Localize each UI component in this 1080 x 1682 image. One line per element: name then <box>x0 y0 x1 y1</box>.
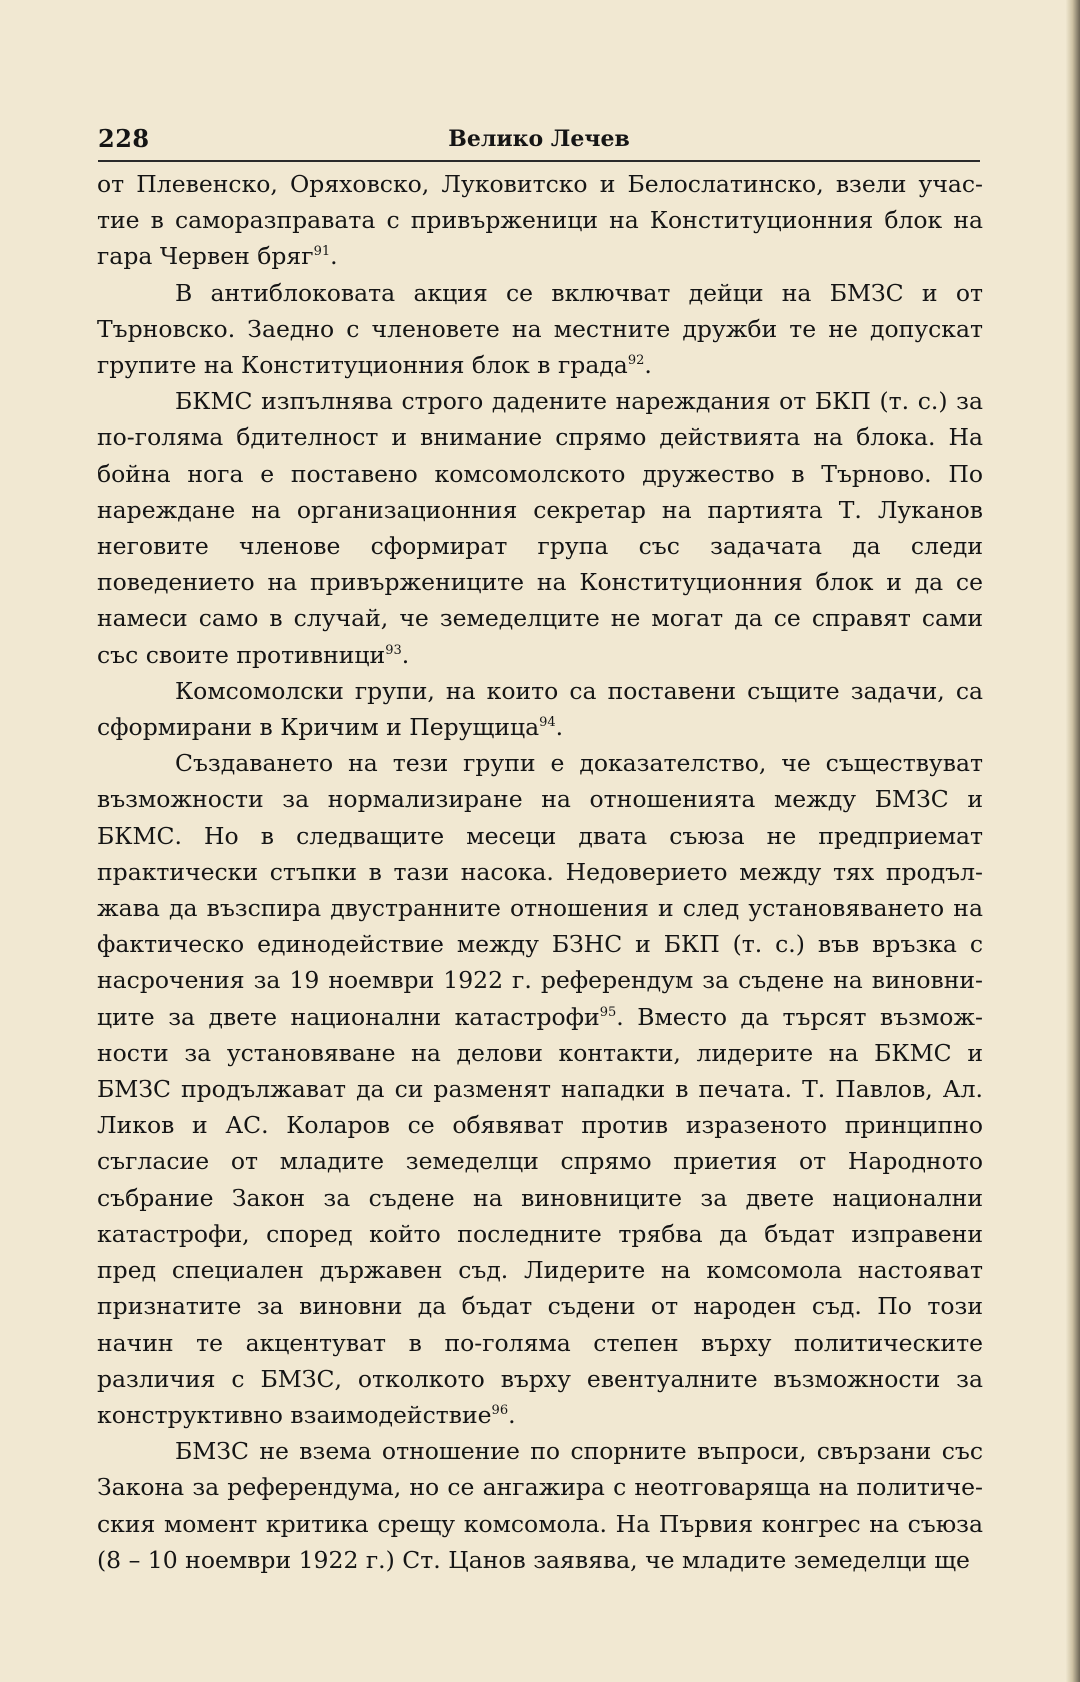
footnote-ref-93: 93 <box>385 642 402 658</box>
paragraph-3 <box>97 383 983 673</box>
paragraph-text: БМЗС не взема отношение по спорните въпроси, свързани със Закона за референдума, но се ангажира с неотговаряща на политическия момент критика срещу комсомола. На Първия конгрес на съюза (8 – 10 ноември 1922 г.) Ст. Цанов заявява, че младите земеделци ще <box>97 1437 983 1574</box>
paragraph-text: Създаването на тези групи е доказателство, че съществуват възможности за нормализиране на отношенията между БМЗС и БКМС. Но в следващите месеци двата съюза не предприемат практически стъпки в тази насока. Недоверието между тях продължава да възспира двустранните отношения и след установяването на фактическо единодействие между БЗНС и БКП (т. с.) във връзка с насрочения за 19 ноември 1922 г. референдум за съдене на виновниците за двете национални катастрофи <box>97 749 983 1031</box>
paragraph-6 <box>97 1433 983 1578</box>
paragraph-2 <box>97 275 983 384</box>
paragraph-4 <box>97 673 983 745</box>
paragraph-end: . <box>555 713 564 742</box>
footnote-ref-94: 94 <box>539 715 556 731</box>
paragraph-end: . <box>330 242 338 271</box>
footnote-ref-92: 92 <box>627 353 645 369</box>
paragraph-end: . Вместо да търсят възможности за установяване на делови контакти, лидерите на БКМС и БМЗС продължават да си разменят нападки в печата. Т. Павлов, Ал. Ликов и АС. Коларов се обявяват против изразеното принципно съгласие от младите земеделци спрямо приетия от Народното събрание Закон за съдене на виновниците за двете национални катастрофи, според който последните трябва да бъдат изправени пред специален държавен съд. Лидерите на комсомола настояват признатите за виновни да бъдат съдени от народен съд. По този начин те акцентуват в по-голяма степен върху политическите различия с БМЗС, отколкото върху евентуалните възможности за конструктивно взаимодействие <box>97 1002 983 1429</box>
paragraph-5 <box>97 745 983 1433</box>
page-header <box>98 122 980 162</box>
page-number: 228 <box>98 124 150 153</box>
footnote-ref-95: 95 <box>599 1004 617 1020</box>
paragraph-text: БКМС изпълнява строго дадените нареждания от БКП (т. с.) за по-голяма бдителност и внимание спрямо действията на блока. На бойна нога е поставено комсомолското дружество в Търново. По нареждане на организационния секретар на партията Т. Луканов неговите членове сформират група със задачата да следи поведението на привържениците на Конституционния блок и да се намеси само в случай, че земеделците не могат да се справят сами със своите противници <box>97 387 983 669</box>
footnote-ref-91: 91 <box>313 244 331 260</box>
paragraph-text: Комсомолски групи, на които са поставени същите задачи, са сформирани в Кричим и Перущица <box>97 676 983 742</box>
paragraph-1 <box>97 166 983 275</box>
page-edge-shadow <box>1066 0 1080 1682</box>
body-text <box>97 166 983 1578</box>
paragraph-text: от Плевенско, Оряховско, Луковитско и Белослатинско, взели участие в саморазправата с привърженици на Конституционния блок на гара Червен бряг <box>97 170 983 271</box>
paragraph-end: . <box>401 640 410 669</box>
paragraph-text: В антиблоковата акция се включват дейци на БМЗС и от Търновско. Заедно с членовете на местните дружби те не допускат групите на Конституционния блок в града <box>97 278 983 380</box>
footnote-ref-96: 96 <box>491 1402 509 1418</box>
running-head-author: Велико Лечев <box>448 126 630 152</box>
paragraph-end: . <box>508 1400 516 1429</box>
paragraph-end: . <box>644 351 652 380</box>
